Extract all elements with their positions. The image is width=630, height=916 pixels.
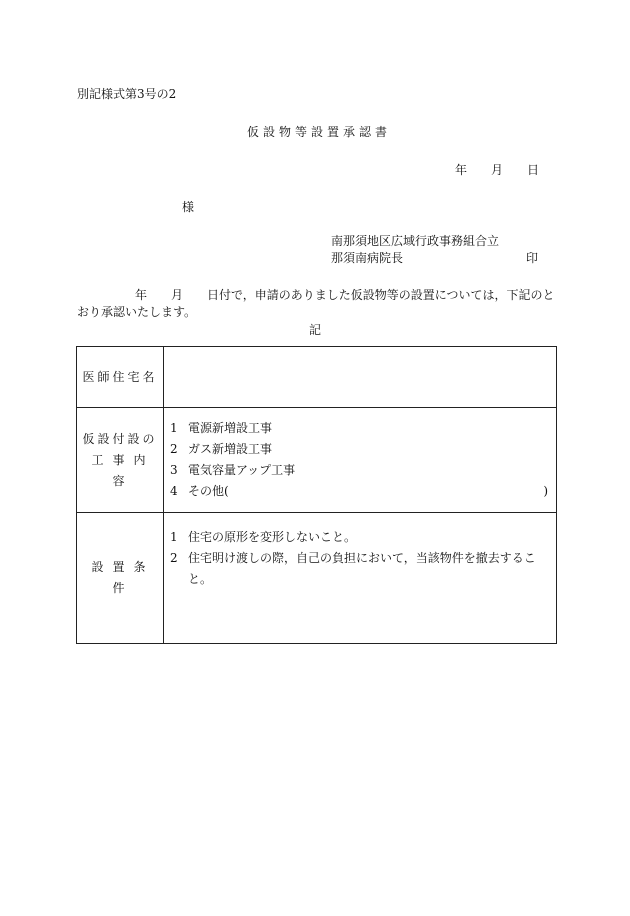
table-row-conditions bbox=[77, 513, 557, 644]
table-row-work-content bbox=[77, 408, 557, 513]
list-item-text: 電気容量アップ工事 bbox=[188, 463, 296, 477]
date-month-label: 月 bbox=[491, 163, 504, 177]
conditions-list bbox=[164, 513, 557, 644]
doctor-house-value bbox=[164, 347, 557, 408]
issuer-organization: 南那須地区広域行政事務組合立 bbox=[331, 234, 500, 248]
list-item-text: 住宅明け渡しの際，自己の負担において，当該物件を撤去すること。 bbox=[188, 551, 536, 586]
work-content-label-line1: 仮設付設の bbox=[82, 431, 158, 446]
work-content-list bbox=[164, 408, 557, 513]
body-paragraph bbox=[77, 287, 557, 321]
work-content-label bbox=[77, 408, 164, 513]
list-item-number: 1 bbox=[170, 421, 178, 435]
conditions-label: 設置条件 bbox=[77, 513, 164, 644]
list-item-text: 住宅の原形を変形しないこと。 bbox=[188, 530, 357, 544]
addressee-suffix: 様 bbox=[182, 200, 195, 214]
other-item-line bbox=[188, 481, 548, 502]
list-item-number: 3 bbox=[170, 463, 178, 477]
list-item bbox=[170, 548, 556, 590]
list-item bbox=[170, 481, 556, 502]
body-year-label: 年 bbox=[135, 288, 148, 302]
other-item-close-paren: ) bbox=[543, 484, 548, 498]
table-row-doctor-house bbox=[77, 347, 557, 408]
list-item bbox=[170, 439, 556, 460]
list-item-number: 2 bbox=[170, 551, 178, 565]
list-item-text: ガス新増設工事 bbox=[188, 442, 273, 456]
list-item-number: 4 bbox=[170, 484, 178, 498]
issuer-title: 那須南病院長 bbox=[331, 251, 404, 265]
detail-table bbox=[76, 346, 557, 644]
list-item bbox=[170, 460, 556, 481]
date-line bbox=[455, 163, 539, 177]
date-year-label: 年 bbox=[455, 163, 468, 177]
body-text: 日付で，申請のありました仮設物等の設置については，下記のとおり承認いたします。 bbox=[77, 288, 555, 319]
list-item-text: その他( bbox=[188, 484, 229, 498]
seal-mark: 印 bbox=[526, 251, 539, 265]
list-item bbox=[170, 418, 556, 439]
list-item-number: 2 bbox=[170, 442, 178, 456]
document-title: 仮設物等設置承認書 bbox=[246, 125, 391, 139]
list-item bbox=[170, 527, 556, 548]
date-day-label: 日 bbox=[527, 163, 540, 177]
body-month-label: 月 bbox=[171, 288, 184, 302]
work-content-label-line2: 工事内容 bbox=[91, 452, 155, 488]
doctor-house-label: 医師住宅名 bbox=[77, 347, 164, 408]
list-item-text: 電源新増設工事 bbox=[188, 421, 273, 435]
list-item-number: 1 bbox=[170, 530, 178, 544]
ki-heading: 記 bbox=[308, 323, 321, 337]
form-number: 別記様式第3号の2 bbox=[77, 87, 177, 101]
